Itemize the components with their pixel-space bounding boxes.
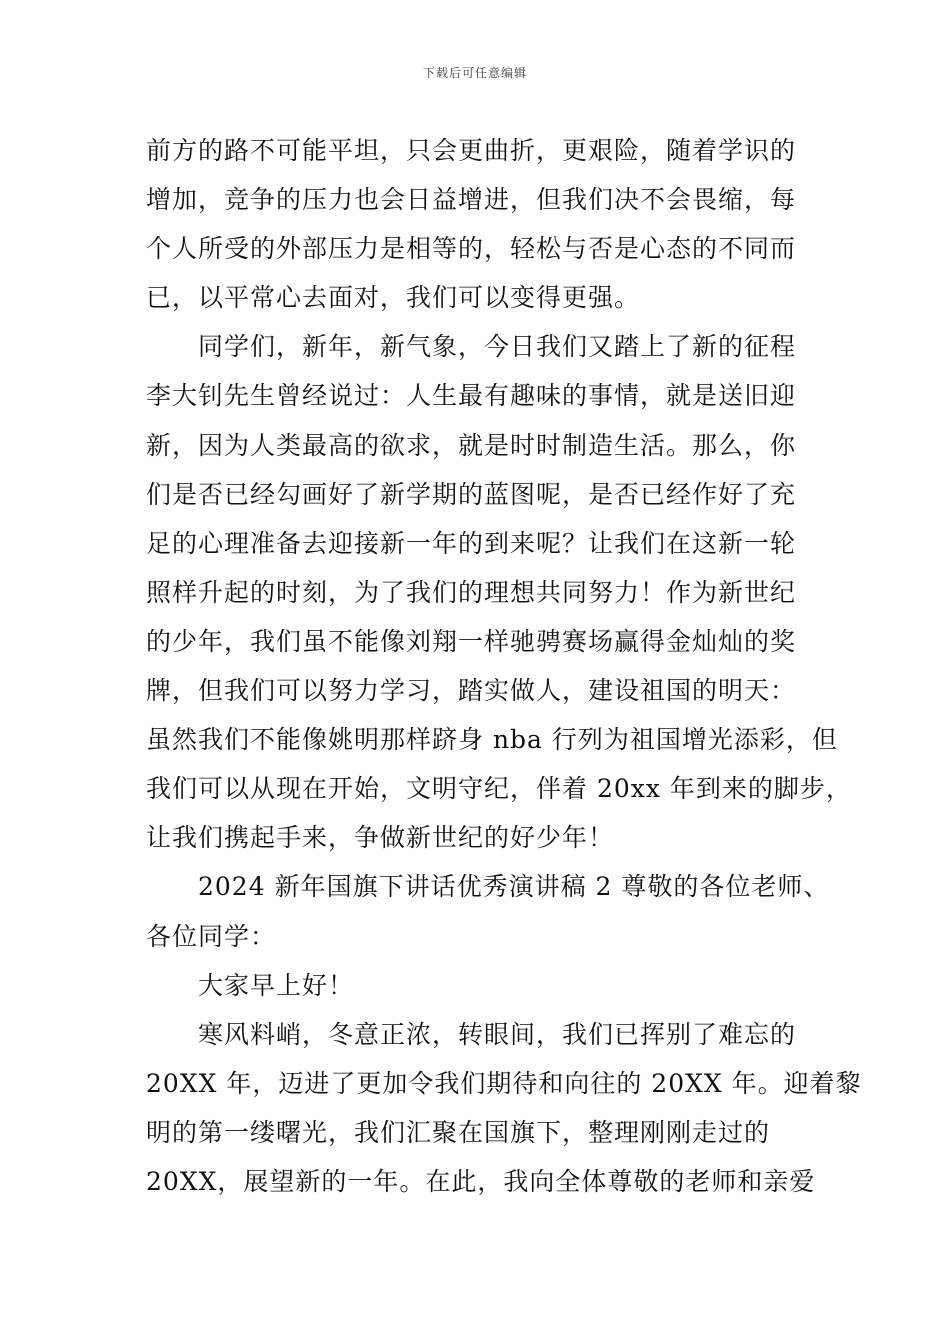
text-line: 增加，竞争的压力也会日益增进，但我们决不会畏缩，每 [146,185,797,215]
text-line: 前方的路不可能平坦，只会更曲折，更艰险，随着学识的 [146,136,797,165]
text-line: 20XX 年，迈进了更加令我们期待和向往的 20XX 年。迎着黎 [146,1068,862,1098]
text-line: 寒风料峭，冬意正浓，转眼间，我们已挥别了难忘的 [146,1019,797,1049]
text-line: 虽然我们不能像姚明那样跻身 nba 行列为祖国增光添彩，但 [146,725,838,755]
text-line: 已，以平常心去面对，我们可以变得更强。 [146,283,641,313]
text-line: 们是否已经勾画好了新学期的蓝图呢，是否已经作好了充 [146,479,797,509]
text-line: 我们可以从现在开始，文明守纪，伴着 20xx 年到来的脚步， [146,774,852,804]
text-line: 新，因为人类最高的欲求，就是时时制造生活。那么，你 [146,430,797,460]
text-line: 大家早上好！ [146,970,355,1000]
text-line: 让我们携起手来，争做新世纪的好少年！ [146,823,615,853]
text-line: 个人所受的外部压力是相等的，轻松与否是心态的不同而 [146,234,797,264]
page-header-note: 下载后可任意编辑 [422,66,527,80]
text-line: 明的第一缕曙光，我们汇聚在国旗下，整理刚刚走过的 [146,1117,771,1147]
text-line: 牌，但我们可以努力学习，踏实做人，建设祖国的明天： [146,676,797,706]
text-line: 李大钊先生曾经说过：人生最有趣味的事情，就是送旧迎 [146,381,797,411]
text-line: 同学们，新年，新气象，今日我们又踏上了新的征程 [146,332,797,362]
text-line: 照样升起的时刻，为了我们的理想共同努力！作为新世纪 [146,577,797,607]
document-body [146,126,862,1206]
text-line: 20XX，展望新的一年。在此，我向全体尊敬的老师和亲爱 [146,1166,816,1196]
text-line: 足的心理准备去迎接新一年的到来呢？让我们在这新一轮 [146,528,797,558]
text-line: 各位同学： [146,921,277,951]
text-line: 2024 新年国旗下讲话优秀演讲稿 2 尊敬的各位老师、 [146,872,830,902]
text-line: 的少年，我们虽不能像刘翔一样驰骋赛场赢得金灿灿的奖 [146,626,797,656]
